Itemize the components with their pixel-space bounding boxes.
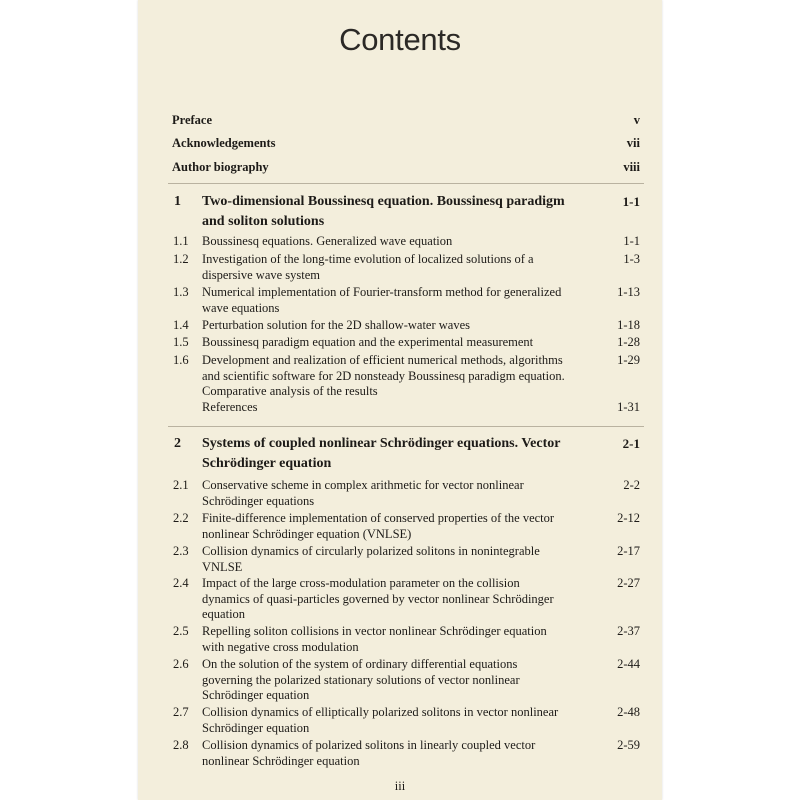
- section-title: Perturbation solution for the 2D shallow-water waves: [202, 318, 470, 332]
- toc-entry-acknowledgements[interactable]: [172, 135, 640, 151]
- section-title: Conservative scheme in complex arithmetic for vector nonlinear Schrödinger equations: [202, 478, 524, 508]
- section-page: 1-3: [623, 252, 640, 266]
- section-page: 2-17: [617, 544, 640, 558]
- section-title: Numerical implementation of Fourier-transform method for generalized wave equations: [202, 285, 562, 315]
- section-title: On the solution of the system of ordinary differential equations governing the polarized stationary solutions of vector nonlinear Schrödinger equation: [202, 657, 520, 702]
- section-page: 1-13: [617, 285, 640, 299]
- section-page: 1-1: [623, 234, 640, 248]
- chapter-page: 2-1: [622, 436, 640, 451]
- section-page: 2-12: [617, 511, 640, 525]
- section-number: 2.3: [173, 544, 189, 558]
- entry-label: Acknowledgements: [172, 136, 276, 150]
- section-title: Boussinesq paradigm equation and the experimental measurement: [202, 335, 534, 349]
- section-page: 2-27: [617, 576, 640, 590]
- section-title: Finite-difference implementation of conserved properties of the vector nonlinear Schrödinger equation (VNLSE): [202, 511, 555, 541]
- section-number: 2.7: [173, 705, 189, 719]
- chapter-number: 1: [174, 194, 181, 209]
- section-page: 1-18: [617, 318, 640, 332]
- chapter-title: Systems of coupled nonlinear Schrödinger equations. Vector Schrödinger equation: [202, 436, 561, 471]
- entry-page: v: [633, 113, 640, 127]
- section-title: Repelling soliton collisions in vector nonlinear Schrödinger equation with negative cross modulation: [202, 624, 547, 654]
- divider: [168, 183, 644, 184]
- chapter-title: Two-dimensional Boussinesq equation. Boussinesq paradigm and soliton solutions: [202, 194, 565, 229]
- section-number: 2.6: [173, 657, 189, 671]
- section-page: 2-59: [617, 738, 640, 752]
- section-number: 2.2: [173, 511, 189, 525]
- section-number: 1.4: [173, 318, 189, 332]
- section-title: Impact of the large cross-modulation parameter on the collision dynamics of quasi-particles governed by vector nonlinear Schrödinger equation: [202, 576, 554, 621]
- contents-page: [138, 0, 662, 800]
- section-title: References: [202, 400, 258, 414]
- section-number: 2.4: [173, 576, 189, 590]
- section-number: 1.3: [173, 285, 189, 299]
- section-page: 1-31: [617, 400, 640, 414]
- page-number: iii: [394, 779, 406, 793]
- section-title: Boussinesq equations. Generalized wave equation: [202, 234, 453, 248]
- section-number: 2.5: [173, 624, 189, 638]
- section-page: 1-29: [617, 353, 640, 367]
- toc-entry-preface[interactable]: [172, 112, 640, 128]
- entry-page: viii: [623, 160, 640, 174]
- chapter-page: 1-1: [622, 194, 640, 209]
- entry-label: Preface: [172, 113, 213, 127]
- section-number: 1.6: [173, 353, 189, 367]
- section-title: Collision dynamics of elliptically polarized solitons in vector nonlinear Schrödinger equation: [202, 705, 559, 735]
- section-title: Development and realization of efficient numerical methods, algorithms and scientific software for 2D nonsteady Boussinesq paradigm equation. Comparative analysis of the results: [202, 353, 565, 398]
- section-title: Collision dynamics of circularly polarized solitons in nonintegrable VNLSE: [202, 544, 540, 574]
- section-page: 2-2: [623, 478, 640, 492]
- section-number: 1.5: [173, 335, 189, 349]
- divider: [168, 426, 644, 427]
- entry-page: vii: [626, 136, 640, 150]
- section-page: 2-37: [617, 624, 640, 638]
- entry-label: Author biography: [172, 160, 269, 174]
- section-number: 2.1: [173, 478, 189, 492]
- section-page: 2-48: [617, 705, 640, 719]
- section-number: 1.1: [173, 234, 189, 248]
- page-title: Contents: [339, 22, 461, 57]
- section-title: Collision dynamics of polarized solitons in linearly coupled vector nonlinear Schrödinger equation: [202, 738, 536, 768]
- section-page: 2-44: [617, 657, 640, 671]
- section-page: 1-28: [617, 335, 640, 349]
- section-title: Investigation of the long-time evolution of localized solutions of a dispersive wave system: [202, 252, 534, 282]
- chapter-number: 2: [174, 436, 181, 451]
- toc-entry-author-biography[interactable]: [172, 159, 640, 175]
- section-number: 1.2: [173, 252, 189, 266]
- section-number: 2.8: [173, 738, 189, 752]
